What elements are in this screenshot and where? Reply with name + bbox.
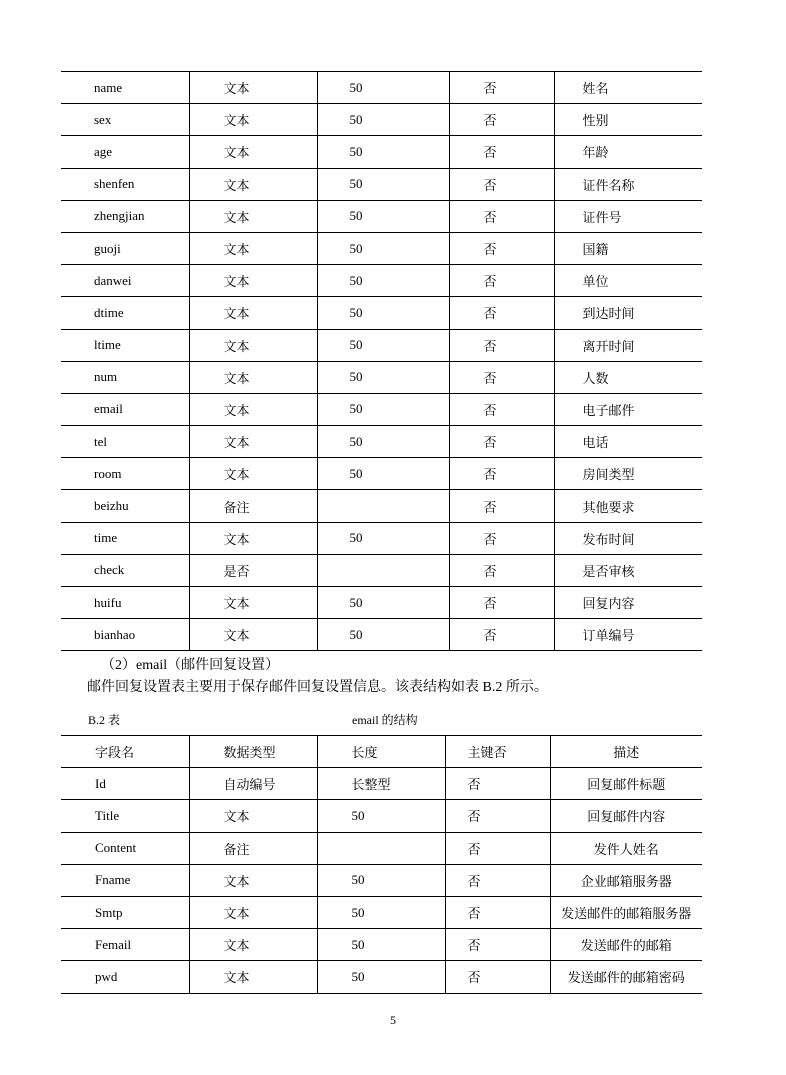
description-cell: 回复邮件内容 — [550, 800, 702, 832]
description-cell: 其他要求 — [554, 490, 702, 522]
data-type-cell: 文本 — [189, 393, 317, 425]
table-row — [61, 393, 702, 425]
primary-key-cell: 否 — [449, 136, 554, 168]
description-cell: 发布时间 — [554, 522, 702, 554]
section-subheading: （2）email（邮件回复设置） — [101, 658, 280, 673]
table-row — [61, 297, 702, 329]
table-row — [61, 929, 702, 961]
field-name-cell: shenfen — [61, 168, 189, 200]
data-type-cell: 文本 — [189, 522, 317, 554]
primary-key-cell: 否 — [445, 832, 550, 864]
table-row — [61, 832, 702, 864]
table-row — [61, 490, 702, 522]
field-name-cell: guoji — [61, 232, 189, 264]
length-cell: 50 — [317, 232, 449, 264]
description-cell: 证件号 — [554, 200, 702, 232]
description-cell: 是否审核 — [554, 554, 702, 586]
email-structure-table — [61, 735, 702, 994]
field-name-cell: sex — [61, 104, 189, 136]
field-name-cell: age — [61, 136, 189, 168]
primary-key-cell: 否 — [449, 393, 554, 425]
primary-key-cell: 否 — [449, 104, 554, 136]
primary-key-cell: 否 — [449, 554, 554, 586]
length-cell: 50 — [317, 522, 449, 554]
length-cell: 50 — [317, 72, 449, 104]
field-name-cell: email — [61, 393, 189, 425]
length-cell: 50 — [317, 329, 449, 361]
primary-key-cell: 否 — [449, 72, 554, 104]
table-row — [61, 896, 702, 928]
description-cell: 发件人姓名 — [550, 832, 702, 864]
table-row — [61, 864, 702, 896]
data-type-cell: 文本 — [189, 619, 317, 651]
description-cell: 证件名称 — [554, 168, 702, 200]
length-cell: 50 — [317, 200, 449, 232]
field-name-cell: Content — [61, 832, 189, 864]
length-cell: 50 — [317, 426, 449, 458]
data-type-cell: 文本 — [189, 72, 317, 104]
primary-key-cell: 否 — [449, 619, 554, 651]
data-type-cell: 文本 — [189, 800, 317, 832]
field-table-continued — [61, 71, 702, 651]
description-cell: 离开时间 — [554, 329, 702, 361]
data-type-cell: 文本 — [189, 961, 317, 993]
data-type-cell: 是否 — [189, 554, 317, 586]
data-type-cell: 文本 — [189, 136, 317, 168]
description-cell: 人数 — [554, 361, 702, 393]
length-cell: 50 — [317, 896, 445, 928]
table-row — [61, 554, 702, 586]
field-name-cell: Fname — [61, 864, 189, 896]
data-type-cell: 文本 — [189, 361, 317, 393]
length-cell: 50 — [317, 393, 449, 425]
length-cell: 50 — [317, 297, 449, 329]
description-cell: 电子邮件 — [554, 393, 702, 425]
field-name-cell: time — [61, 522, 189, 554]
table-row — [61, 768, 702, 800]
primary-key-cell: 否 — [445, 929, 550, 961]
table-row — [61, 232, 702, 264]
length-cell: 50 — [317, 136, 449, 168]
primary-key-cell: 否 — [449, 200, 554, 232]
data-type-cell: 文本 — [189, 929, 317, 961]
length-cell: 50 — [317, 168, 449, 200]
description-cell: 单位 — [554, 265, 702, 297]
primary-key-cell: 否 — [449, 297, 554, 329]
field-name-cell: name — [61, 72, 189, 104]
table-row — [61, 136, 702, 168]
primary-key-cell: 否 — [449, 458, 554, 490]
description-cell: 房间类型 — [554, 458, 702, 490]
header-cell: 长度 — [317, 736, 445, 768]
table-row — [61, 72, 702, 104]
table-row — [61, 522, 702, 554]
data-type-cell: 文本 — [189, 168, 317, 200]
length-cell: 50 — [317, 458, 449, 490]
header-cell: 主键否 — [445, 736, 550, 768]
primary-key-cell: 否 — [449, 522, 554, 554]
field-name-cell: pwd — [61, 961, 189, 993]
length-cell: 50 — [317, 864, 445, 896]
table-row — [61, 104, 702, 136]
section-paragraph: 邮件回复设置表主要用于保存邮件回复设置信息。该表结构如表 B.2 所示。 — [87, 680, 548, 695]
data-type-cell: 文本 — [189, 587, 317, 619]
table-row — [61, 961, 702, 993]
length-cell: 50 — [317, 800, 445, 832]
description-cell: 性别 — [554, 104, 702, 136]
field-name-cell: bianhao — [61, 619, 189, 651]
data-type-cell: 文本 — [189, 864, 317, 896]
table-row — [61, 800, 702, 832]
table-row — [61, 168, 702, 200]
primary-key-cell: 否 — [449, 265, 554, 297]
description-cell: 发送邮件的邮箱密码 — [550, 961, 702, 993]
description-cell: 回复邮件标题 — [550, 768, 702, 800]
table-row — [61, 619, 702, 651]
header-cell: 数据类型 — [189, 736, 317, 768]
field-name-cell: ltime — [61, 329, 189, 361]
primary-key-cell: 否 — [449, 168, 554, 200]
primary-key-cell: 否 — [449, 361, 554, 393]
data-type-cell: 备注 — [189, 490, 317, 522]
data-type-cell: 文本 — [189, 232, 317, 264]
field-name-cell: Id — [61, 768, 189, 800]
primary-key-cell: 否 — [445, 896, 550, 928]
length-cell: 50 — [317, 961, 445, 993]
data-type-cell: 文本 — [189, 200, 317, 232]
field-name-cell: Smtp — [61, 896, 189, 928]
field-name-cell: zhengjian — [61, 200, 189, 232]
data-type-cell: 文本 — [189, 104, 317, 136]
table-header-row — [61, 736, 702, 768]
description-cell: 订单编号 — [554, 619, 702, 651]
description-cell: 电话 — [554, 426, 702, 458]
table-row — [61, 426, 702, 458]
table-row — [61, 587, 702, 619]
data-type-cell: 备注 — [189, 832, 317, 864]
field-name-cell: num — [61, 361, 189, 393]
data-type-cell: 文本 — [189, 329, 317, 361]
description-cell: 到达时间 — [554, 297, 702, 329]
description-cell: 国籍 — [554, 232, 702, 264]
primary-key-cell: 否 — [445, 864, 550, 896]
primary-key-cell: 否 — [449, 426, 554, 458]
table-row — [61, 458, 702, 490]
table-row — [61, 361, 702, 393]
primary-key-cell: 否 — [445, 961, 550, 993]
primary-key-cell: 否 — [449, 587, 554, 619]
length-cell — [317, 490, 449, 522]
field-name-cell: danwei — [61, 265, 189, 297]
primary-key-cell: 否 — [449, 232, 554, 264]
description-cell: 发送邮件的邮箱服务器 — [550, 896, 702, 928]
field-name-cell: Title — [61, 800, 189, 832]
table-caption-label: B.2 表 — [88, 713, 121, 727]
data-type-cell: 文本 — [189, 265, 317, 297]
primary-key-cell: 否 — [445, 768, 550, 800]
description-cell: 年龄 — [554, 136, 702, 168]
length-cell: 50 — [317, 361, 449, 393]
length-cell — [317, 832, 445, 864]
description-cell: 企业邮箱服务器 — [550, 864, 702, 896]
length-cell: 50 — [317, 265, 449, 297]
field-name-cell: dtime — [61, 297, 189, 329]
data-type-cell: 自动编号 — [189, 768, 317, 800]
table-row — [61, 265, 702, 297]
length-cell: 50 — [317, 587, 449, 619]
description-cell: 姓名 — [554, 72, 702, 104]
table-caption-title: email 的结构 — [352, 713, 418, 727]
table-row — [61, 200, 702, 232]
header-cell: 字段名 — [61, 736, 189, 768]
field-name-cell: check — [61, 554, 189, 586]
data-type-cell: 文本 — [189, 426, 317, 458]
table-row — [61, 329, 702, 361]
primary-key-cell: 否 — [449, 490, 554, 522]
length-cell — [317, 554, 449, 586]
field-name-cell: beizhu — [61, 490, 189, 522]
field-name-cell: Femail — [61, 929, 189, 961]
header-cell: 描述 — [550, 736, 702, 768]
data-type-cell: 文本 — [189, 458, 317, 490]
length-cell: 50 — [317, 619, 449, 651]
data-type-cell: 文本 — [189, 896, 317, 928]
data-type-cell: 文本 — [189, 297, 317, 329]
length-cell: 50 — [317, 929, 445, 961]
length-cell: 50 — [317, 104, 449, 136]
description-cell: 回复内容 — [554, 587, 702, 619]
length-cell: 长整型 — [317, 768, 445, 800]
field-name-cell: tel — [61, 426, 189, 458]
description-cell: 发送邮件的邮箱 — [550, 929, 702, 961]
primary-key-cell: 否 — [445, 800, 550, 832]
field-name-cell: huifu — [61, 587, 189, 619]
page-number: 5 — [390, 1013, 396, 1027]
field-name-cell: room — [61, 458, 189, 490]
primary-key-cell: 否 — [449, 329, 554, 361]
